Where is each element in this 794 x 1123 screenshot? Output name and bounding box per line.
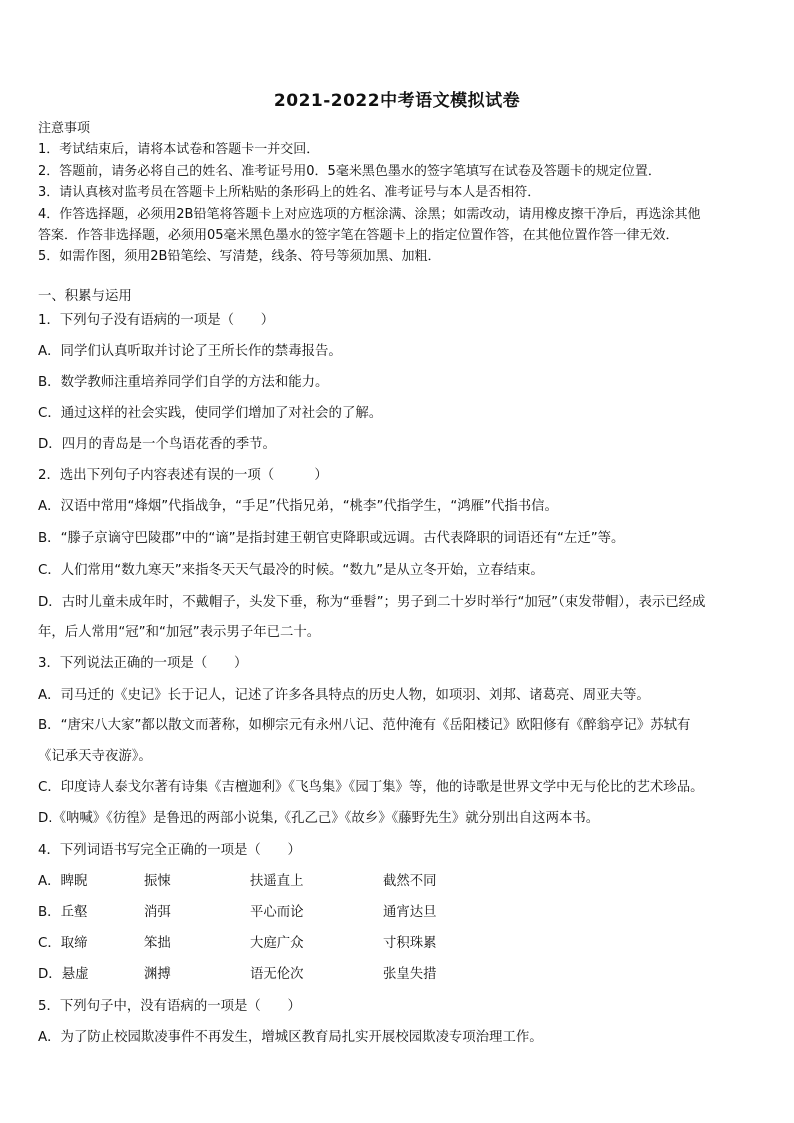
option-d: D.《呐喊》《彷徨》是鲁迅的两部小说集,《孔乙己》《故乡》《藤野先生》就分别出自这两本书。 [38, 811, 600, 826]
notice-item: 3．请认真核对监考员在答题卡上所粘贴的条形码上的姓名、准考证号与本人是否相符． [38, 185, 541, 201]
option-label: A．睥睨 [38, 874, 88, 889]
option-word: 张皇失措 [383, 967, 437, 982]
notice-item: 1．考试结束后，请将本试卷和答题卡一并交回． [38, 142, 320, 158]
option-label: B．丘壑 [38, 905, 88, 920]
option-b: B．数学教师注重培养同学们自学的方法和能力。 [38, 375, 329, 390]
option-word: 通宵达旦 [383, 905, 437, 920]
option-word: 语无伦次 [250, 967, 304, 982]
option-d-continued: 年，后人常用“冠”和“加冠”表示男子年已二十。 [38, 625, 321, 640]
option-b: B．“滕子京谪守巴陵郡”中的“谪”是指封建王朝官吏降职或远调。古代表降职的词语还有“左迁”等。 [38, 531, 625, 546]
option-word: 振悚 [144, 874, 171, 889]
option-word: 平心而论 [250, 905, 304, 920]
option-word: 渊搏 [144, 967, 171, 982]
option-a: A．司马迁的《史记》长于记人，记述了许多各具特点的历史人物，如项羽、刘邦、诸葛亮、周亚夫等。 [38, 688, 650, 703]
question-stem: 1．下列句子没有语病的一项是（ ） [38, 313, 275, 328]
option-d: D．古时儿童未成年时，不戴帽子，头发下垂，称为“垂髫”；男子到二十岁时举行“加冠”（束发带帽），表示已经成 [38, 595, 706, 610]
option-word: 消弭 [144, 905, 171, 920]
question-stem: 4．下列词语书写完全正确的一项是（ ） [38, 843, 301, 858]
page-title: 2021-2022中考语文模拟试卷 [273, 91, 521, 111]
notice-item: 5．如需作图，须用2B铅笔绘、写清楚，线条、符号等须加黑、加粗． [38, 249, 441, 265]
option-b: B．“唐宋八大家”都以散文而著称，如柳宗元有永州八记、范仲淹有《岳阳楼记》欧阳修有《醉翁亭记》苏轼有 [38, 718, 691, 733]
option-a: A．汉语中常用“烽烟”代指战争，“手足”代指兄弟，“桃李”代指学生，“鸿雁”代指书信。 [38, 499, 558, 514]
option-label: C．取缔 [38, 936, 88, 951]
option-word: 寸积珠累 [383, 936, 437, 951]
option-c: C．通过这样的社会实践，使同学们增加了对社会的了解。 [38, 406, 383, 421]
notice-item: 2．答题前，请务必将自己的姓名、准考证号用0．5毫米黑色墨水的签字笔填写在试卷及答题卡的规定位置． [38, 163, 661, 179]
option-c: C．人们常用“数九寒天”来指冬天天气最冷的时候。“数九”是从立冬开始，立春结束。 [38, 563, 544, 578]
question-stem: 2．选出下列句子内容表述有误的一项（ ） [38, 468, 328, 483]
option-b-continued: 《记承天寺夜游》。 [38, 749, 152, 764]
option-d: D．四月的青岛是一个鸟语花香的季节。 [38, 437, 276, 452]
option-word: 扶遥直上 [250, 874, 304, 889]
notice-item: 4．作答选择题，必须用2B铅笔将答题卡上对应选项的方框涂满、涂黑；如需改动，请用橡皮擦干净后，再选涂其他 [38, 206, 701, 222]
section-heading: 一、积累与运用 [38, 289, 132, 304]
option-word: 截然不同 [383, 874, 437, 889]
option-c: C．印度诗人泰戈尔著有诗集《吉檀迦利》《飞鸟集》《园丁集》等，他的诗歌是世界文学中无与伦比的艺术珍品。 [38, 780, 704, 795]
notice-block [38, 118, 762, 268]
question-stem: 3．下列说法正确的一项是（ ） [38, 656, 248, 671]
option-a: A．同学们认真听取并讨论了王所长作的禁毒报告。 [38, 344, 342, 359]
notice-item: 答案．作答非选择题，必须用05毫米黑色墨水的签字笔在答题卡上的指定位置作答，在其他位置作答一律无效． [38, 228, 679, 244]
option-a: A．为了防止校园欺凌事件不再发生，增城区教育局扎实开展校园欺凌专项治理工作。 [38, 1030, 543, 1045]
question-stem: 5．下列句子中，没有语病的一项是（ ） [38, 999, 301, 1014]
option-word: 笨拙 [144, 936, 171, 951]
notice-heading: 注意事项 [38, 121, 91, 136]
option-word: 大庭广众 [250, 936, 304, 951]
option-label: D．悬虚 [38, 967, 89, 982]
